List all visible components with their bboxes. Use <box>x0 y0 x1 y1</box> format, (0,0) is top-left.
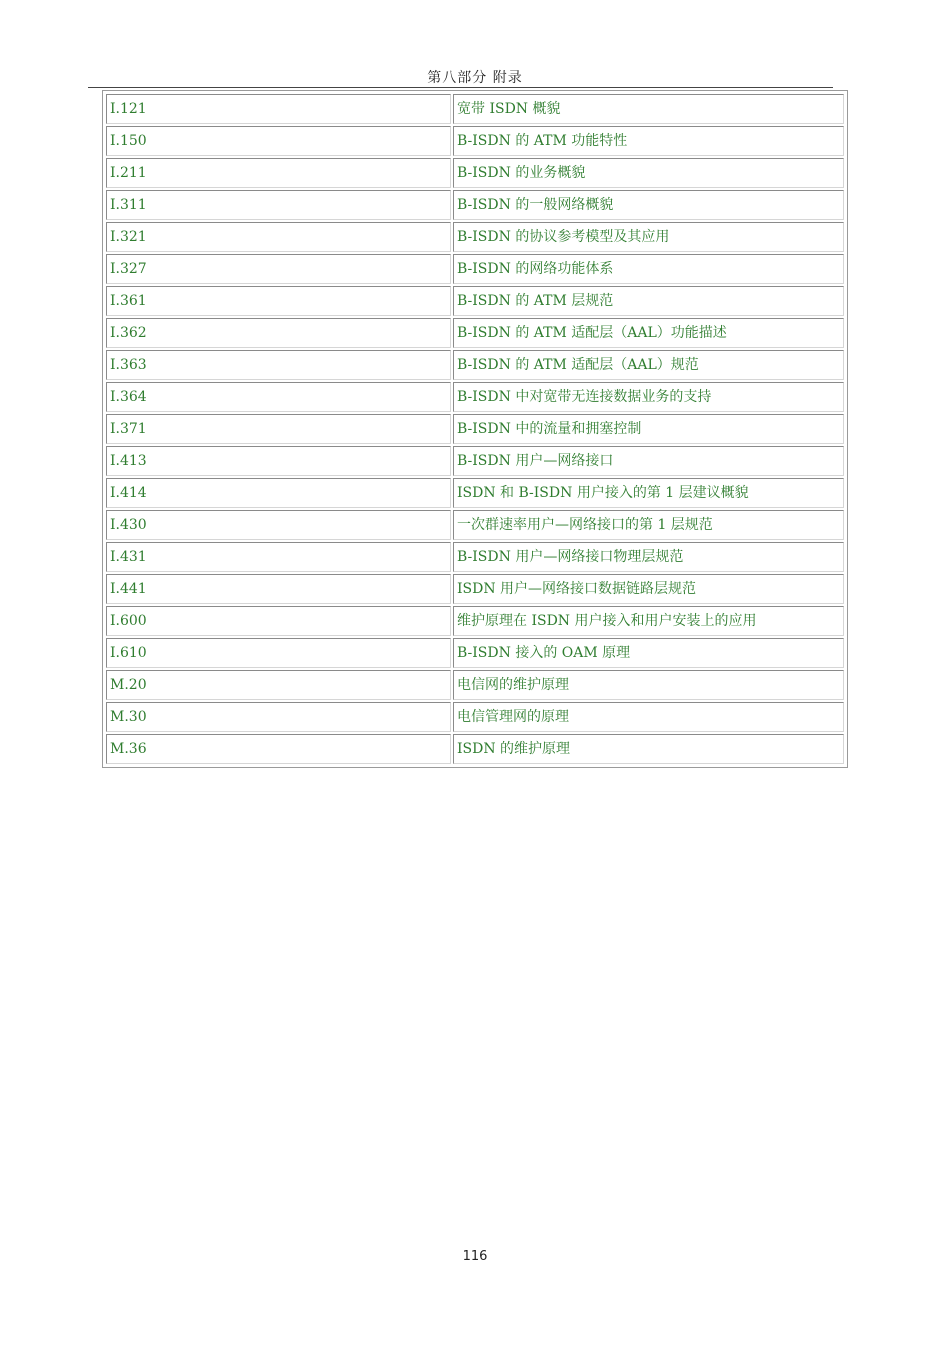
table-row <box>106 446 844 476</box>
table-row <box>106 670 844 700</box>
table-row <box>106 478 844 508</box>
recommendation-title: B-ISDN 接入的 OAM 原理 <box>453 638 844 668</box>
table-row <box>106 158 844 188</box>
recommendation-title: B-ISDN 的 ATM 适配层（AAL）功能描述 <box>453 318 844 348</box>
recommendation-title: 宽带 ISDN 概貌 <box>453 94 844 124</box>
table-row <box>106 638 844 668</box>
table-row <box>106 414 844 444</box>
recommendation-code: I.311 <box>106 190 451 220</box>
recommendations-table <box>102 90 848 768</box>
table-row <box>106 126 844 156</box>
recommendation-title: B-ISDN 的 ATM 层规范 <box>453 286 844 316</box>
recommendation-code: I.121 <box>106 94 451 124</box>
recommendation-title: B-ISDN 的协议参考模型及其应用 <box>453 222 844 252</box>
recommendation-title: B-ISDN 用户—网络接口 <box>453 446 844 476</box>
table-row <box>106 510 844 540</box>
header-divider <box>88 87 833 88</box>
recommendation-title: ISDN 用户—网络接口数据链路层规范 <box>453 574 844 604</box>
recommendation-title: B-ISDN 的网络功能体系 <box>453 254 844 284</box>
recommendation-code: I.413 <box>106 446 451 476</box>
recommendation-title: B-ISDN 的 ATM 适配层（AAL）规范 <box>453 350 844 380</box>
recommendation-code: I.431 <box>106 542 451 572</box>
recommendation-code: I.430 <box>106 510 451 540</box>
recommendation-code: I.361 <box>106 286 451 316</box>
table-row <box>106 190 844 220</box>
recommendation-code: I.610 <box>106 638 451 668</box>
recommendation-title: ISDN 和 B-ISDN 用户接入的第 1 层建议概貌 <box>453 478 844 508</box>
table-row <box>106 382 844 412</box>
recommendation-title: ISDN 的维护原理 <box>453 734 844 764</box>
table-row <box>106 94 844 124</box>
table-row <box>106 350 844 380</box>
recommendation-code: M.20 <box>106 670 451 700</box>
recommendation-title: B-ISDN 中对宽带无连接数据业务的支持 <box>453 382 844 412</box>
table-row <box>106 286 844 316</box>
recommendation-code: I.364 <box>106 382 451 412</box>
recommendation-code: I.321 <box>106 222 451 252</box>
table-row <box>106 318 844 348</box>
recommendation-code: M.30 <box>106 702 451 732</box>
recommendation-code: I.441 <box>106 574 451 604</box>
recommendation-code: I.600 <box>106 606 451 636</box>
page-number: 116 <box>462 1249 488 1264</box>
recommendation-code: I.327 <box>106 254 451 284</box>
recommendation-title: B-ISDN 中的流量和拥塞控制 <box>453 414 844 444</box>
recommendation-code: I.150 <box>106 126 451 156</box>
recommendation-code: I.363 <box>106 350 451 380</box>
page-header-title: 第八部分 附录 <box>427 70 523 86</box>
table-row <box>106 222 844 252</box>
recommendation-title: 维护原理在 ISDN 用户接入和用户安装上的应用 <box>453 606 844 636</box>
recommendation-code: I.414 <box>106 478 451 508</box>
table-row <box>106 734 844 764</box>
recommendation-title: B-ISDN 的 ATM 功能特性 <box>453 126 844 156</box>
recommendation-code: M.36 <box>106 734 451 764</box>
table-row <box>106 254 844 284</box>
recommendation-code: I.211 <box>106 158 451 188</box>
recommendation-title: 电信网的维护原理 <box>453 670 844 700</box>
recommendation-title: B-ISDN 的业务概貌 <box>453 158 844 188</box>
table-row <box>106 574 844 604</box>
table-row <box>106 606 844 636</box>
recommendation-title: B-ISDN 的一般网络概貌 <box>453 190 844 220</box>
recommendation-code: I.362 <box>106 318 451 348</box>
recommendation-code: I.371 <box>106 414 451 444</box>
recommendation-title: B-ISDN 用户—网络接口物理层规范 <box>453 542 844 572</box>
table-row <box>106 702 844 732</box>
table-row <box>106 542 844 572</box>
recommendation-title: 电信管理网的原理 <box>453 702 844 732</box>
recommendations-table-grid <box>104 92 846 766</box>
recommendation-title: 一次群速率用户—网络接口的第 1 层规范 <box>453 510 844 540</box>
